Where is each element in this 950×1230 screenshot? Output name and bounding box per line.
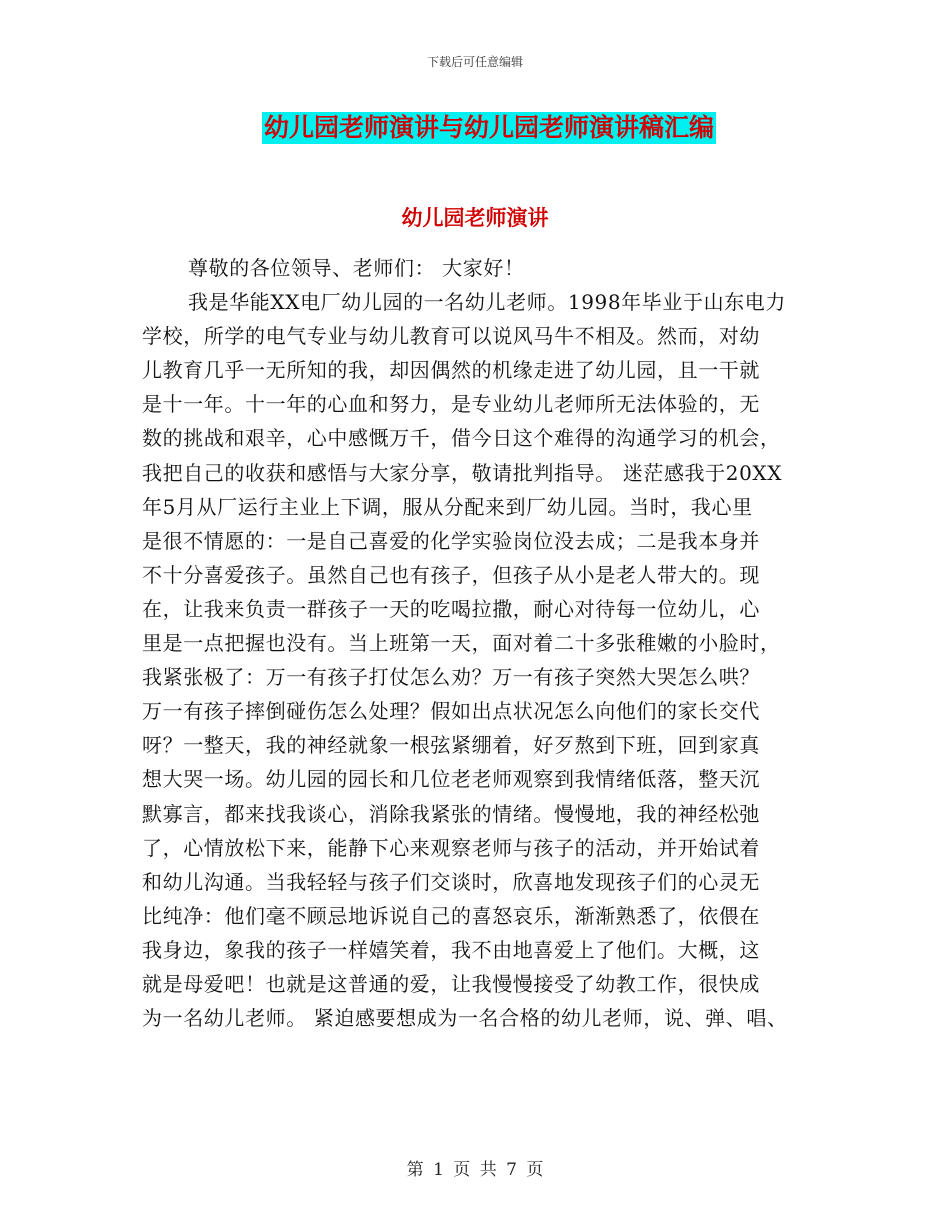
section-title: 幼儿园老师演讲 <box>401 206 549 230</box>
page-header-note: 下载后可任意编辑 <box>426 55 523 69</box>
body-line: 我身边，象我的孩子一样嬉笑着，我不由地喜爱上了他们。大概，这 <box>142 937 760 962</box>
body-line: 尊敬的各位领导、老师们： 大家好！ <box>188 256 525 280</box>
body-line: 比纯净：他们毫不顾忌地诉说自己的喜怒哀乐，渐渐熟悉了，依偎在 <box>142 903 760 928</box>
body-line: 呀？一整天，我的神经就象一根弦紧绷着，好歹熬到下班，回到家真 <box>142 733 760 758</box>
body-line: 我是华能XX电厂幼儿园的一名幼儿老师。1998年毕业于山东电力 <box>188 290 786 315</box>
body-line: 是十一年。十一年的心血和努力，是专业幼儿老师所无法体验的，无 <box>142 392 760 417</box>
body-line: 是很不情愿的：一是自己喜爱的化学实验岗位没去成；二是我本身并 <box>142 528 760 553</box>
body-line: 为一名幼儿老师。 紧迫感要想成为一名合格的幼儿老师，说、弹、唱、 <box>142 1006 788 1031</box>
body-line: 就是母爱吧！也就是这普通的爱，让我慢慢接受了幼教工作，很快成 <box>142 971 760 996</box>
document-title: 幼儿园老师演讲与幼儿园老师演讲稿汇编 <box>264 113 715 142</box>
body-line: 里是一点把握也没有。当上班第一天，面对着二十多张稚嫩的小脸时， <box>142 631 781 656</box>
body-line: 我把自己的收获和感悟与大家分享，敬请批判指导。 迷茫感我于20XX <box>142 460 783 485</box>
body-line: 万一有孩子摔倒碰伤怎么处理？假如出点状况怎么向他们的家长交代 <box>142 699 760 724</box>
body-line: 数的挑战和艰辛，心中感慨万千，借今日这个难得的沟通学习的机会， <box>142 426 781 451</box>
body-line: 想大哭一场。幼儿园的园长和几位老老师观察到我情绪低落，整天沉 <box>142 767 760 792</box>
speech-body <box>142 251 822 1035</box>
body-line: 我紧张极了：万一有孩子打仗怎么劝？万一有孩子突然大哭怎么哄？ <box>142 665 760 690</box>
page-number: 第 1 页 共 7 页 <box>406 1160 544 1180</box>
body-line: 默寡言，都来找我谈心，消除我紧张的情绪。慢慢地，我的神经松弛 <box>142 801 760 826</box>
body-line: 在，让我来负责一群孩子一天的吃喝拉撒，耐心对待每一位幼儿，心 <box>142 596 760 621</box>
body-line: 儿教育几乎一无所知的我，却因偶然的机缘走进了幼儿园，且一干就 <box>142 358 760 383</box>
body-line: 了，心情放松下来，能静下心来观察老师与孩子的活动，并开始试着 <box>142 835 760 860</box>
body-line: 学校，所学的电气专业与幼儿教育可以说风马牛不相及。然而，对幼 <box>142 324 760 349</box>
body-line: 和幼儿沟通。当我轻轻与孩子们交谈时，欣喜地发现孩子们的心灵无 <box>142 869 760 894</box>
body-line: 不十分喜爱孩子。虽然自己也有孩子，但孩子从小是老人带大的。现 <box>142 562 760 587</box>
body-line: 年5月从厂运行主业上下调，服从分配来到厂幼儿园。当时，我心里 <box>142 494 753 519</box>
